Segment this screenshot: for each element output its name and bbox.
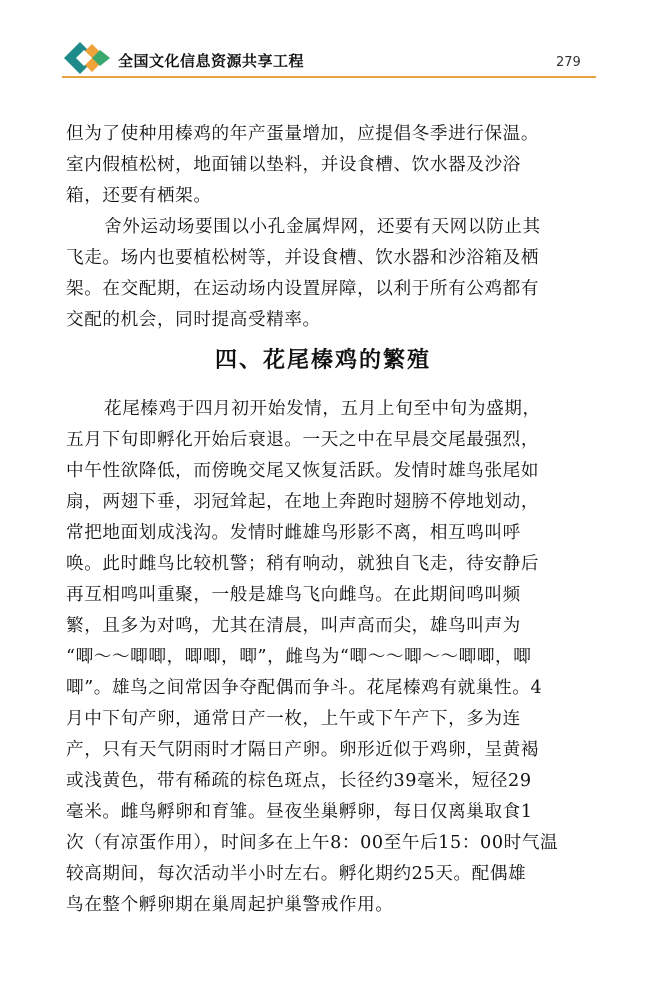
text-line: 再互相鸣叫重聚，一般是雄鸟飞向雌鸟。在此期间鸣叫频 bbox=[66, 585, 521, 605]
text-line: 或浅黄色，带有稀疏的棕色斑点，长径约39毫米，短径29 bbox=[66, 771, 532, 791]
section-heading: 四、花尾榛鸡的繁殖 bbox=[214, 347, 431, 373]
text-line: 次（有凉蛋作用），时间多在上午8：00至午后15：00时气温 bbox=[66, 833, 559, 853]
text-line: 毫米。雌鸟孵卵和育雏。昼夜坐巢孵卵，每日仅离巢取食1 bbox=[66, 802, 533, 822]
text-line: 架。在交配期，在运动场内设置屏障，以利于所有公鸡都有 bbox=[66, 279, 540, 299]
diamond-logo-icon bbox=[62, 40, 112, 76]
text-line: 但为了使种用榛鸡的年产蛋量增加，应提倡冬季进行保温。 bbox=[66, 124, 540, 144]
text-line: 室内假植松树，地面铺以垫料，并设食槽、饮水器及沙浴 bbox=[66, 155, 521, 175]
text-line: 繁，且多为对鸣，尤其在清晨，叫声高而尖，雄鸟叫声为 bbox=[66, 616, 521, 636]
text-line: 舍外运动场要围以小孔金属焊网，还要有天网以防止其 bbox=[104, 217, 541, 237]
page-number: 279 bbox=[556, 55, 581, 70]
text-line: “唧～～唧唧，唧唧，唧”，雌鸟为“唧～～唧～～唧唧，唧 bbox=[66, 647, 532, 667]
text-line: 较高期间，每次活动半小时左右。孵化期约25天。配偶雄 bbox=[66, 864, 527, 884]
text-line: 花尾榛鸡于四月初开始发情，五月上旬至中旬为盛期， bbox=[104, 399, 541, 419]
text-line: 飞走。场内也要植松树等，并设食槽、饮水器和沙浴箱及栖 bbox=[66, 248, 540, 268]
text-line: 唧”。雄鸟之间常因争夺配偶而争斗。花尾榛鸡有就巢性。4 bbox=[66, 678, 543, 698]
text-line: 鸟在整个孵卵期在巢周起护巢警戒作用。 bbox=[66, 895, 394, 915]
text-line: 扇，两翅下垂，羽冠耸起，在地上奔跑时翅膀不停地划动， bbox=[66, 492, 540, 512]
text-line: 箱，还要有栖架。 bbox=[66, 186, 212, 206]
page-header bbox=[0, 0, 646, 80]
text-line: 月中下旬产卵，通常日产一枚，上午或下午产下，多为连 bbox=[66, 709, 521, 729]
text-line: 中午性欲降低，而傍晚交尾又恢复活跃。发情时雄鸟张尾如 bbox=[66, 461, 540, 481]
text-line: 交配的机会，同时提高受精率。 bbox=[66, 310, 321, 330]
header-divider bbox=[62, 76, 596, 78]
text-line: 常把地面划成浅沟。发情时雌雄鸟形影不离，相互鸣叫呼 bbox=[66, 523, 521, 543]
text-line: 产，只有天气阴雨时才隔日产卵。卵形近似于鸡卵，呈黄褐 bbox=[66, 740, 540, 760]
text-line: 五月下旬即孵化开始后衰退。一天之中在早晨交尾最强烈， bbox=[66, 430, 540, 450]
header-title: 全国文化信息资源共享工程 bbox=[118, 52, 305, 70]
text-line: 唤。此时雌鸟比较机警；稍有响动，就独自飞走，待安静后 bbox=[66, 554, 540, 574]
